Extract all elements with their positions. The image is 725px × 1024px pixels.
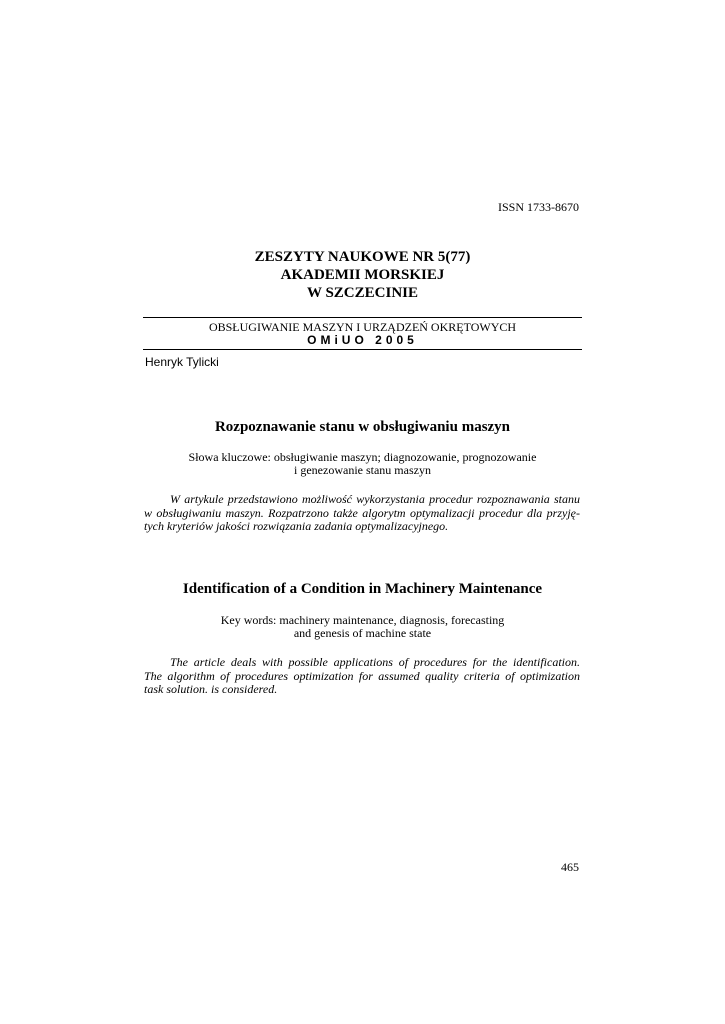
abstract-line: The algorithm of procedures optimization for assumed quality criteria of optimization bbox=[144, 668, 580, 683]
english-keywords bbox=[0, 614, 725, 640]
keywords-line: i genezowanie stanu maszyn bbox=[294, 463, 431, 477]
abstract-line: w obsługiwaniu maszyn. Rozpatrzono także algorytm optymalizacji procedur dla przyję- bbox=[144, 505, 580, 520]
keywords-line: and genesis of machine state bbox=[293, 626, 432, 640]
page-number: 465 bbox=[561, 860, 579, 874]
polish-abstract bbox=[144, 493, 580, 534]
bottom-rule bbox=[143, 349, 582, 350]
journal-title-line: AKADEMII MORSKIEJ bbox=[280, 267, 445, 283]
abstract-line: W artykule przedstawiono możliwość wykorzystania procedur rozpoznawania stanu bbox=[170, 492, 580, 506]
journal-title-line: W SZCZECINIE bbox=[306, 285, 418, 301]
polish-keywords bbox=[0, 451, 725, 477]
abstract-line: tych kryteriów jakości rozwiązania zadania optymalizacyjnego. bbox=[144, 519, 449, 533]
abstract-line: task solution. is considered. bbox=[144, 682, 278, 696]
polish-title: Rozpoznawanie stanu w obsługiwaniu maszyn bbox=[214, 419, 511, 435]
keywords-line: Key words: machinery maintenance, diagnosis, forecasting bbox=[220, 613, 505, 627]
issn: ISSN 1733-8670 bbox=[497, 200, 579, 214]
abstract-line: The article deals with possible applications of procedures for the identification. bbox=[170, 655, 580, 669]
journal-title-line: ZESZYTY NAUKOWE NR 5(77) bbox=[254, 249, 471, 265]
keywords-line: Słowa kluczowe: obsługiwanie maszyn; diagnozowanie, prognozowanie bbox=[188, 450, 537, 464]
top-rule bbox=[143, 317, 582, 318]
author-name: Henryk Tylicki bbox=[145, 355, 219, 369]
conference-code: OMiUO 2005 bbox=[307, 333, 418, 347]
journal-title bbox=[0, 248, 725, 302]
section-title: OBSŁUGIWANIE MASZYN I URZĄDZEŃ OKRĘTOWYCH bbox=[208, 320, 517, 334]
english-abstract bbox=[144, 656, 580, 697]
english-title: Identification of a Condition in Machinery Maintenance bbox=[182, 581, 543, 597]
